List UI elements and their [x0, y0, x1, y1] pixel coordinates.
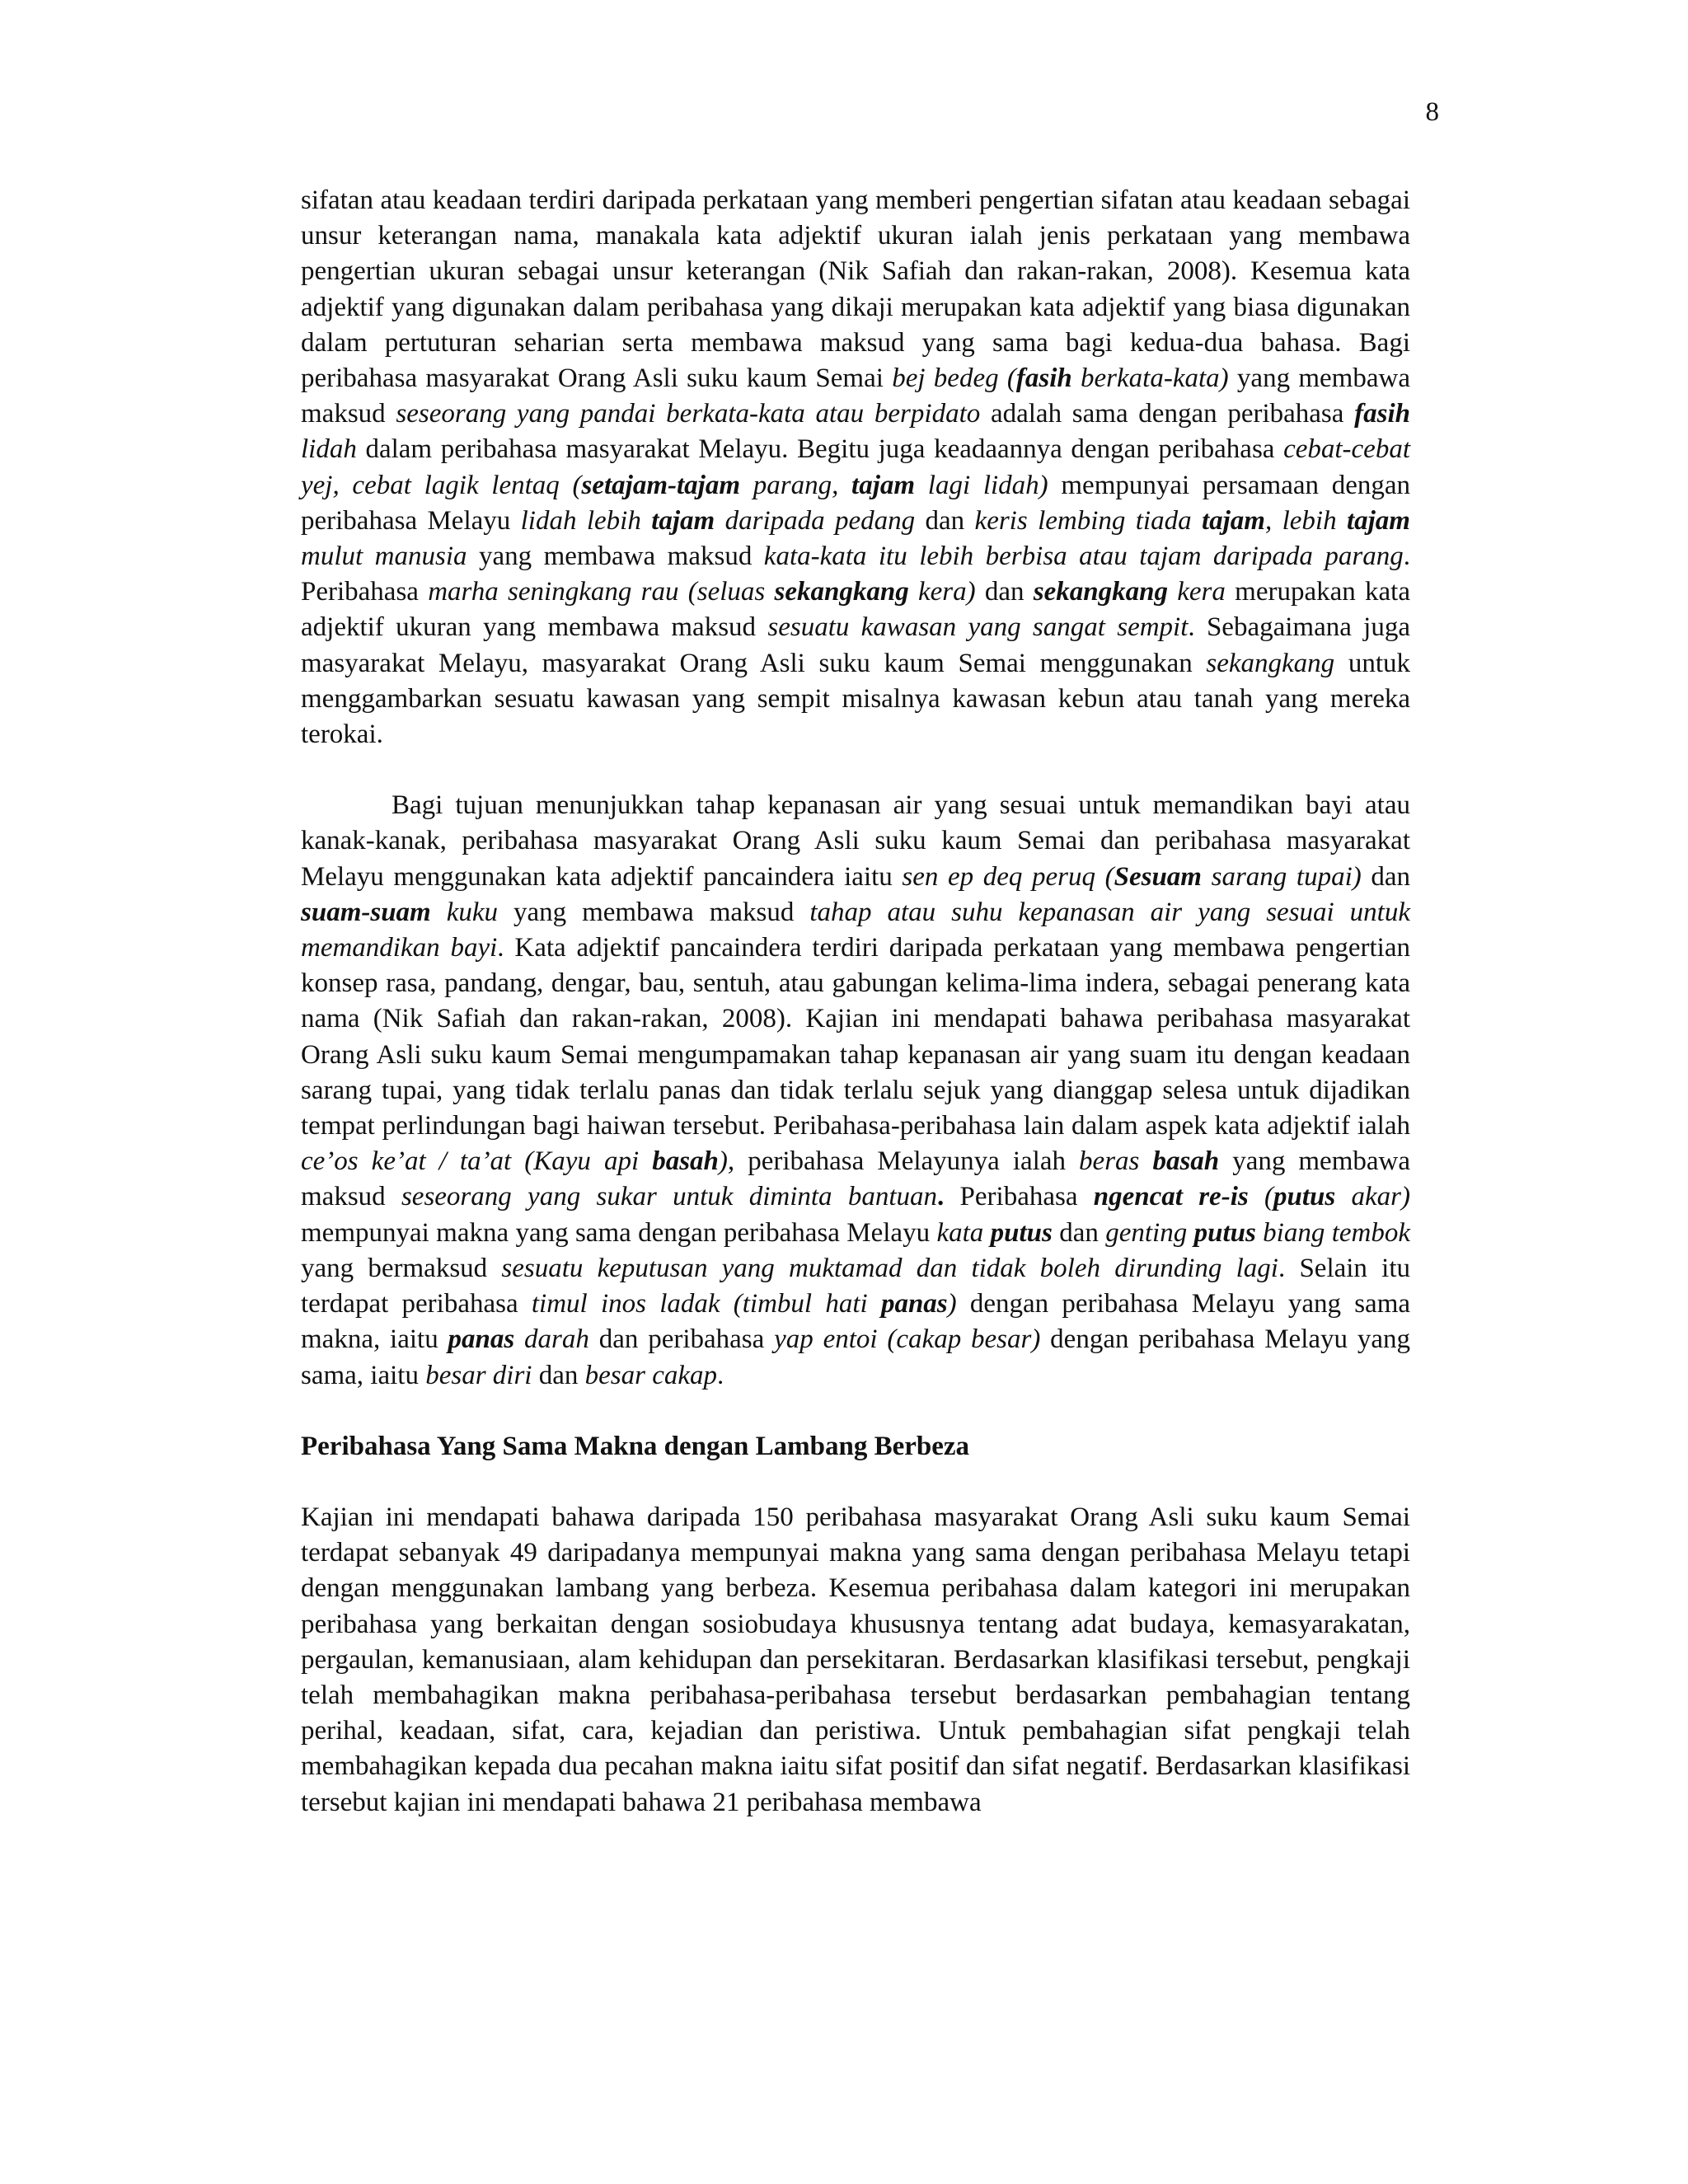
text-run: kata-kata itu lebih berbisa atau tajam daripada parang — [763, 541, 1404, 572]
text-run: fasih — [1354, 399, 1410, 429]
text-run: mulut manusia — [301, 541, 467, 572]
text-run: sekangkang — [1206, 648, 1335, 678]
text-run: dengan peribahasa Melayu yang sama makna, iaitu — [301, 1289, 1411, 1355]
text-run: cebat-cebat yej, cebat lagik lentaq ( — [301, 434, 1410, 500]
text-run: ( — [1248, 1182, 1273, 1212]
text-run: sesuatu kawasan yang sangat sempit — [767, 612, 1189, 643]
document-body — [301, 183, 1410, 1821]
text-run: genting — [1105, 1217, 1194, 1248]
text-run: dalam peribahasa masyarakat Melayu. Begitu juga keadaannya dengan peribahasa — [356, 434, 1284, 465]
text-run: suam-suam — [301, 897, 431, 927]
text-run: Bagi tujuan menunjukkan tahap kepanasan air yang sesuai untuk memandikan bayi atau kanak-kanak, peribahasa masyarakat Orang Asli suku kaum Semai dan peribahasa masyarakat Melayu menggunakan kata adjektif pancaindera iaitu — [301, 790, 1410, 892]
text-run: . Peribahasa — [301, 541, 1410, 607]
text-run: bej bedeg ( — [892, 363, 1016, 394]
text-run: timul inos ladak (timbul hati — [531, 1289, 881, 1319]
text-run: untuk menggambarkan sesuatu kawasan yang sempit misalnya kawasan kebun atau tanah yang mereka terokai. — [301, 648, 1410, 750]
text-run: yang membawa maksud — [498, 897, 810, 927]
text-run: tahap atau suhu kepanasan air yang sesuai untuk memandikan bayi — [301, 897, 1410, 963]
text-run: putus — [1273, 1182, 1336, 1212]
text-run: dengan peribahasa Melayu yang sama, iaitu — [301, 1324, 1410, 1390]
text-run: sekangkang — [1033, 577, 1168, 607]
text-run: parang, — [740, 470, 852, 500]
text-run: fasih — [1015, 363, 1072, 394]
text-run: dan — [975, 577, 1034, 607]
paragraph-gap — [301, 752, 1410, 788]
text-run: ), — [718, 1146, 735, 1177]
text-run: sen ep deq peruq ( — [902, 861, 1114, 892]
text-run: . Selain itu terdapat peribahasa — [301, 1253, 1410, 1319]
text-run: adalah sama dengan peribahasa — [980, 399, 1355, 429]
text-run: lidah — [301, 434, 357, 465]
text-run: setajam-tajam — [581, 470, 741, 500]
paragraph-gap — [301, 1465, 1410, 1500]
text-run: mempunyai persamaan dengan peribahasa Melayu — [301, 470, 1411, 536]
text-run: merupakan kata adjektif ukuran yang membawa maksud — [301, 577, 1410, 643]
text-run: peribahasa Melayunya ialah — [734, 1146, 1080, 1177]
text-run: sekangkang — [774, 577, 909, 607]
text-run: . — [717, 1360, 724, 1390]
text-run: tajam — [1201, 505, 1265, 536]
paragraph-same-meaning — [301, 1500, 1410, 1821]
text-run: basah — [1152, 1146, 1220, 1177]
text-run: lagi lidah) — [915, 470, 1048, 500]
text-run: darah — [514, 1324, 589, 1355]
text-run: putus — [990, 1217, 1053, 1248]
text-run: tajam — [1346, 505, 1410, 536]
text-run: sesuatu keputusan yang muktamad dan tidak boleh dirunding lagi — [501, 1253, 1278, 1283]
text-run: , lebih — [1264, 505, 1347, 536]
text-run: putus — [1193, 1217, 1256, 1248]
text-run: dan — [532, 1360, 585, 1390]
text-run: besar diri — [425, 1360, 532, 1390]
text-run: yang bermaksud — [301, 1253, 502, 1283]
paragraph-gap — [301, 1394, 1410, 1429]
text-run: panas — [448, 1324, 515, 1355]
text-run: ngencat re-is — [1093, 1182, 1249, 1212]
text-run: . Sebagaimana juga masyarakat Melayu, masyarakat Orang Asli suku kaum Semai menggunakan — [301, 612, 1410, 678]
paragraph-adjective-senses — [301, 788, 1410, 1393]
text-run: yap entoi (cakap besar) — [774, 1324, 1041, 1355]
text-run: yang membawa maksud — [467, 541, 764, 572]
text-run: kera) — [908, 577, 976, 607]
text-run: dan — [1052, 1217, 1106, 1248]
text-run: dan — [915, 505, 975, 536]
text-run: Peribahasa — [944, 1182, 1094, 1212]
page-number: 8 — [1425, 97, 1439, 127]
text-run: marha seningkang rau (seluas — [428, 577, 775, 607]
text-run: besar cakap — [584, 1360, 718, 1390]
text-run: sarang tupai) — [1201, 861, 1362, 892]
text-run: dan — [1361, 861, 1410, 892]
text-run: lidah lebih — [520, 505, 652, 536]
text-run: sifatan atau keadaan terdiri daripada perkataan yang memberi pengertian sifatan atau keadaan sebagai unsur keterangan nama, manakala kata adjektif ukuran ialah jenis perkataan yang membawa pengertian ukuran sebagai unsur keterangan (Nik Safiah dan rakan-rakan, 2008). Kesemua kata adjektif yang digunakan dalam peribahasa yang dikaji merupakan kata adjektif yang biasa digunakan dalam pertuturan seharian serta membawa maksud yang sama bagi kedua-dua bahasa. Bagi peribahasa masyarakat Orang Asli suku kaum Semai — [301, 185, 1410, 394]
text-run: beras — [1079, 1146, 1153, 1177]
text-run: kera — [1168, 577, 1226, 607]
text-run: . Kata adjektif pancaindera terdiri daripada perkataan yang membawa pengertian konsep rasa, pandang, dengar, bau, sentuh, atau gabungan kelima-lima indera, sebagai penerang kata nama (Nik Safiah dan rakan-rakan, 2008). Kajian ini mendapati bahawa peribahasa masyarakat Orang Asli suku kaum Semai mengumpamakan tahap kepanasan air yang suam itu dengan keadaan sarang tupai, yang tidak terlalu panas dan tidak terlalu sejuk yang dianggap selesa untuk dijadikan tempat perlindungan bagi haiwan tersebut. Peribahasa-peribahasa lain dalam aspek kata adjektif ialah — [301, 933, 1410, 1141]
text-run: tajam — [651, 505, 715, 536]
text-run: basah — [652, 1146, 719, 1177]
text-run: ce’os ke’at / ta’at (Kayu api — [301, 1146, 653, 1177]
text-run: akar) — [1335, 1182, 1410, 1212]
text-run: yang membawa maksud — [301, 1146, 1411, 1212]
text-run: yang membawa maksud — [301, 363, 1410, 429]
text-run: kuku — [430, 897, 498, 927]
text-run: Kajian ini mendapati bahawa daripada 150 peribahasa masyarakat Orang Asli suku kaum Semai terdapat sebanyak 49 daripadanya mempunyai makna yang sama dengan peribahasa Melayu tetapi dengan menggunakan lambang yang berbeza. Kesemua peribahasa dalam kategori ini merupakan peribahasa yang berkaitan dengan sosiobudaya khususnya tentang adat budaya, kemasyarakatan, pergaulan, kemanusiaan, alam kehidupan dan persekitaran. Berdasarkan klasifikasi tersebut, pengkaji telah membahagikan makna peribahasa-peribahasa tersebut berdasarkan pembahagian tentang perihal, keadaan, sifat, cara, kejadian dan peristiwa. Untuk pembahagian sifat pengkaji telah membahagikan kepada dua pecahan makna iaitu sifat positif dan sifat negatif. Berdasarkan klasifikasi tersebut kajian ini mendapati bahawa 21 peribahasa membawa — [301, 1502, 1410, 1817]
text-run: keris lembing tiada — [974, 505, 1202, 536]
text-run: dan peribahasa — [588, 1324, 775, 1355]
text-run: biang tembok — [1255, 1217, 1411, 1248]
text-run: mempunyai makna yang sama dengan peribahasa Melayu — [301, 1217, 937, 1248]
text-run: ) — [947, 1289, 957, 1319]
section-heading: Peribahasa Yang Sama Makna dengan Lambang Berbeza — [301, 1431, 970, 1461]
paragraph-adjective-size — [301, 183, 1410, 752]
text-run: seseorang yang pandai berkata-kata atau berpidato — [396, 399, 981, 429]
text-run: tajam — [851, 470, 916, 500]
text-run: berkata-kata) — [1071, 363, 1229, 394]
text-run: daripada pedang — [715, 505, 916, 536]
text-run: . — [937, 1182, 945, 1212]
text-run: kata — [936, 1217, 991, 1248]
text-run: seseorang yang sukar untuk diminta bantuan — [401, 1182, 937, 1212]
text-run: Sesuam — [1114, 861, 1202, 892]
text-run: panas — [880, 1289, 948, 1319]
